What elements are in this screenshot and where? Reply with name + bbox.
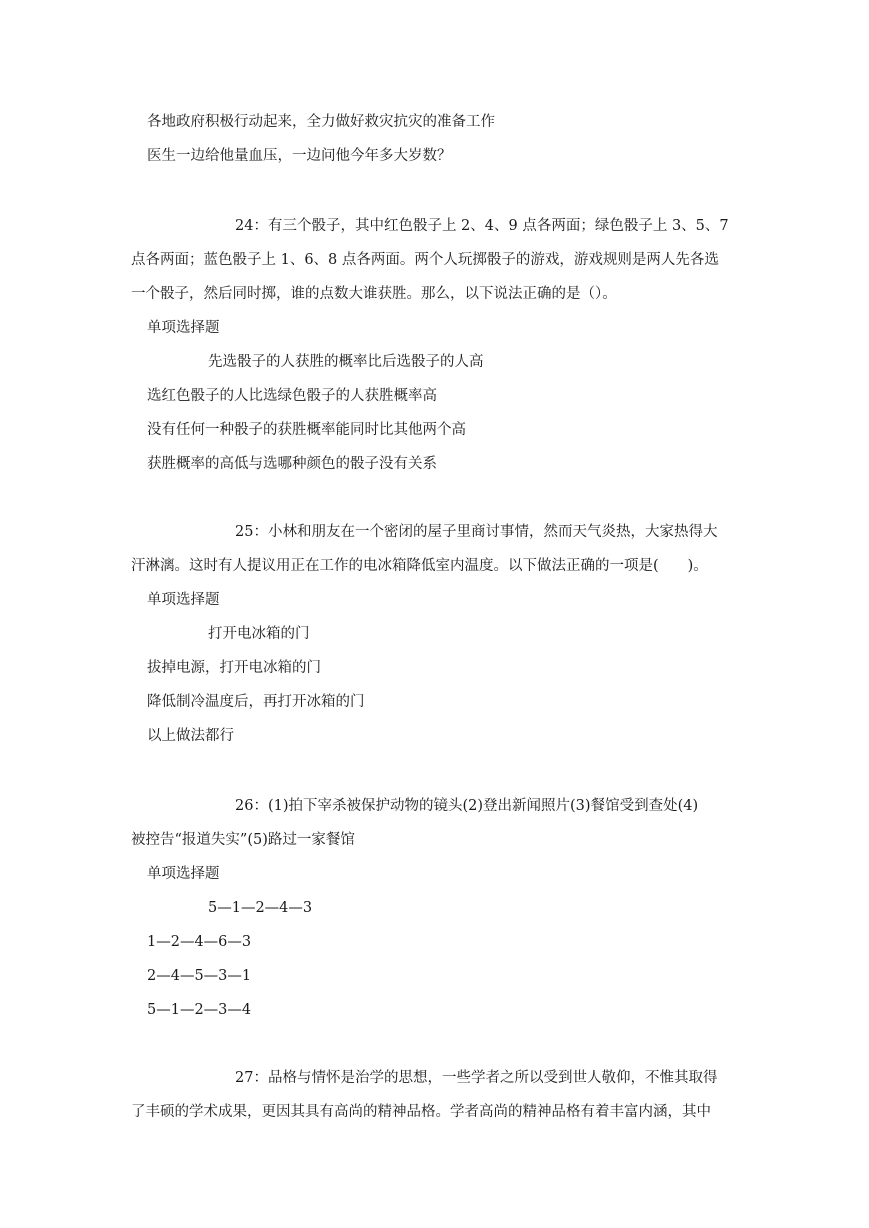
question-25-line-2: 汗淋漓。这时有人提议用正在工作的电冰箱降低室内温度。以下做法正确的一项是( )。	[131, 558, 708, 574]
text-line: 医生一边给他量血压，一边问他今年多大岁数？	[147, 148, 452, 164]
option-c: 2—4—5—3—1	[147, 968, 252, 984]
question-type-label: 单项选择题	[147, 320, 220, 336]
option-c: 降低制冷温度后，再打开冰箱的门	[147, 694, 365, 710]
question-24-line-1: 24：有三个骰子，其中红色骰子上 2、4、9 点各两面；绿色骰子上 3、5、7	[235, 218, 729, 234]
option-a: 先选骰子的人获胜的概率比后选骰子的人高	[208, 354, 484, 370]
question-24-line-3: 一个骰子，然后同时掷，谁的点数大谁获胜。那么，以下说法正确的是（）。	[131, 286, 617, 302]
question-27-line-2: 了丰硕的学术成果，更因其具有高尚的精神品格。学者高尚的精神品格有着丰富内涵，其中	[131, 1104, 711, 1120]
option-d: 获胜概率的高低与选哪种颜色的骰子没有关系	[147, 456, 437, 472]
option-c: 没有任何一种骰子的获胜概率能同时比其他两个高	[147, 422, 466, 438]
option-b: 选红色骰子的人比选绿色骰子的人获胜概率高	[147, 388, 437, 404]
question-type-label: 单项选择题	[147, 592, 220, 608]
question-24-line-2: 点各两面；蓝色骰子上 1、6、8 点各两面。两个人玩掷骰子的游戏，游戏规则是两人先各选	[131, 252, 719, 268]
option-a: 打开电冰箱的门	[208, 626, 310, 642]
option-a: 5—1—2—4—3	[208, 900, 313, 916]
question-25-line-1: 25：小林和朋友在一个密闭的屋子里商讨事情，然而天气炎热，大家热得大	[235, 524, 718, 540]
question-26-line-1: 26：(1)拍下宰杀被保护动物的镜头(2)登出新闻照片(3)餐馆受到查处(4)	[235, 798, 699, 814]
text-line: 各地政府积极行动起来，全力做好救灾抗灾的准备工作	[147, 114, 495, 130]
question-27-line-1: 27：品格与情怀是治学的思想，一些学者之所以受到世人敬仰，不惟其取得	[235, 1070, 718, 1086]
question-type-label: 单项选择题	[147, 866, 220, 882]
option-b: 拔掉电源，打开电冰箱的门	[147, 660, 321, 676]
question-26-line-2: 被控告“报道失实”(5)路过一家餐馆	[131, 832, 355, 848]
option-b: 1—2—4—6—3	[147, 934, 252, 950]
option-d: 以上做法都行	[147, 728, 234, 744]
option-d: 5—1—2—3—4	[147, 1002, 252, 1018]
